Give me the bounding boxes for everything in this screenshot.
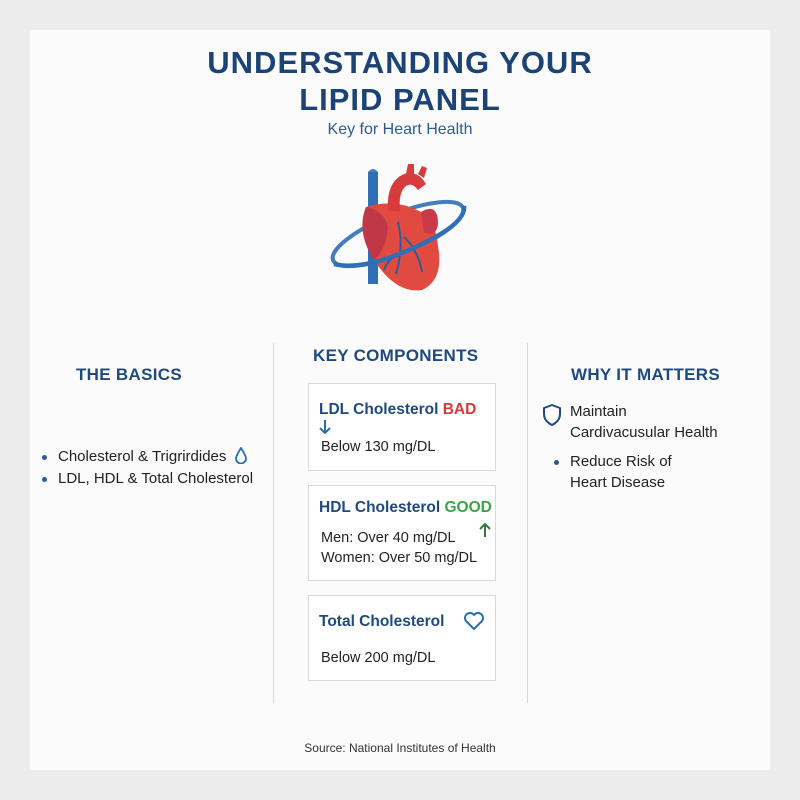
hdl-range-women: Women: Over 50 mg/DL [321, 550, 478, 566]
ldl-title [319, 401, 476, 419]
water-drop-icon [235, 447, 247, 464]
arrow-up-icon [479, 521, 491, 538]
bullet-icon [42, 455, 47, 460]
ldl-name: LDL Cholesterol [319, 401, 439, 418]
basics-item-label: Cholesterol & Trigrirdides [58, 448, 227, 465]
ldl-range: Below 130 mg/DL [321, 439, 436, 455]
column-divider-left [273, 343, 274, 703]
bullet-icon [42, 477, 47, 482]
matters-heading: WHY IT MATTERS [571, 365, 721, 384]
hdl-card [308, 485, 496, 581]
heart-illustration [326, 162, 471, 300]
matters-item-label: Reduce Risk of Heart Disease [570, 453, 672, 491]
shield-icon [542, 403, 562, 427]
hdl-range-men: Men: Over 40 mg/DL [321, 530, 456, 546]
matters-item-label: Maintain Cardivacusular Health [570, 403, 718, 441]
basics-list [40, 446, 253, 490]
basics-heading: THE BASICS [76, 365, 182, 384]
components-heading: KEY COMPONENTS [313, 346, 479, 365]
source-citation: Source: National Institutes of Health [304, 741, 496, 755]
ldl-bad-tag: BAD [442, 401, 477, 418]
column-divider-right [527, 343, 528, 703]
total-card [308, 595, 496, 681]
list-item [40, 468, 253, 490]
total-name: Total Cholesterol [319, 613, 445, 630]
total-title [319, 613, 444, 631]
bullet-icon [554, 460, 559, 465]
page-title: UNDERSTANDING YOUR LIPID PANEL [207, 45, 593, 117]
arrow-down-icon [319, 419, 331, 435]
hdl-title [319, 499, 492, 517]
ldl-card [308, 383, 496, 471]
basics-item-label: LDL, HDL & Total Cholesterol [58, 470, 254, 487]
hdl-name: HDL Cholesterol [319, 499, 441, 516]
heart-outline-icon [463, 611, 485, 631]
hdl-good-tag: GOOD [444, 499, 492, 516]
total-range: Below 200 mg/DL [321, 650, 436, 666]
list-item [40, 446, 253, 468]
page-subtitle: Key for Heart Health [327, 121, 473, 138]
